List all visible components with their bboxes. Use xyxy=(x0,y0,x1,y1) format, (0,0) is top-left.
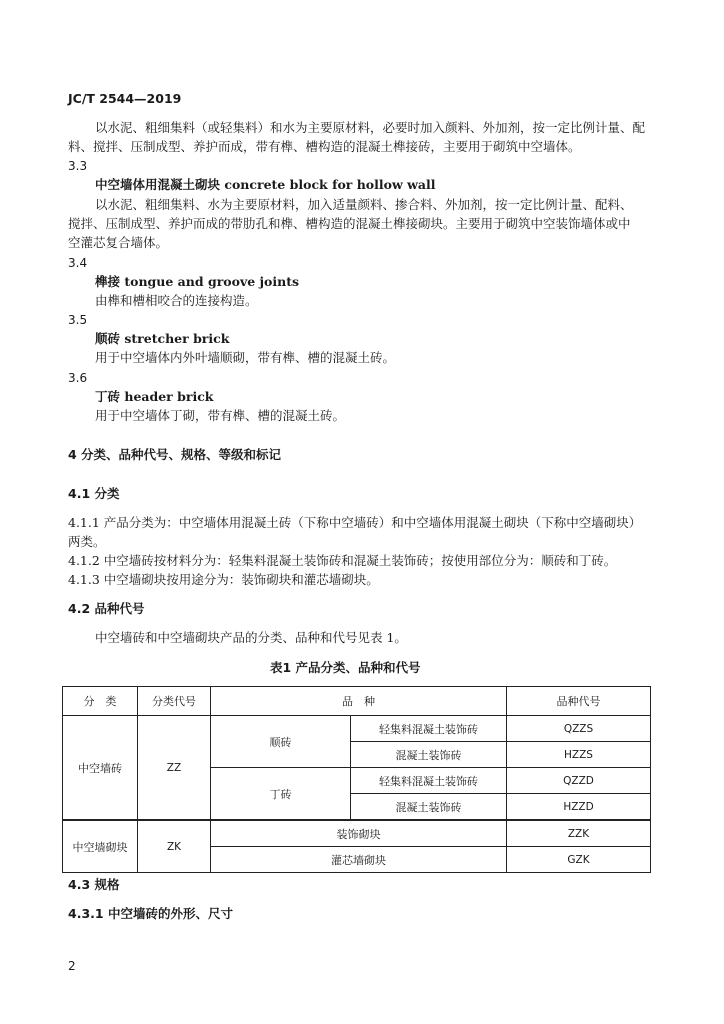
header-variety: 品 种 xyxy=(211,687,507,716)
variety-cell: 混凝土装饰砖 xyxy=(351,742,507,768)
sec-3-4-term: 榫接 tongue and groove joints xyxy=(95,274,300,289)
variety-code-cell: ZZK xyxy=(507,820,651,847)
sec-3-3-term: 中空墙体用混凝土砌块 concrete block for hollow wall xyxy=(95,177,436,192)
table-title: 表1 产品分类、品种和代号 xyxy=(270,660,421,675)
standard-code: JC/T 2544—2019 xyxy=(68,91,182,106)
variety-code-cell: HZZD xyxy=(507,794,651,821)
product-classification-table xyxy=(62,686,651,873)
variety-code-cell: HZZS xyxy=(507,742,651,768)
sec-3-5-line-1: 用于中空墙体内外叶墙顺砌，带有榫、槽的混凝土砖。 xyxy=(95,350,396,365)
variety-cell: 轻集料混凝土装饰砖 xyxy=(351,768,507,794)
sec-3-4-line-1: 由榫和槽相咬合的连接构造。 xyxy=(95,293,258,308)
sec-3-2-line-1: 以水泥、粗细集料（或轻集料）和水为主要原材料，必要时加入颜料、外加剂，按一定比例计量、配 xyxy=(95,120,646,135)
table-row xyxy=(63,820,651,847)
sec-4-1-1-line-2: 两类。 xyxy=(68,534,106,549)
table-header-row xyxy=(63,687,651,716)
sec-3-2-line-2: 料、搅拌、压制成型、养护而成，带有榫、槽构造的混凝土榫接砖，主要用于砌筑中空墙体。 xyxy=(68,139,581,154)
variety-cell: 灌芯墙砌块 xyxy=(211,847,507,873)
sec-4-3-1-heading: 4.3.1 中空墙砖的外形、尺寸 xyxy=(68,906,233,921)
variety-code-cell: GZK xyxy=(507,847,651,873)
header-brick-cell: 丁砖 xyxy=(211,768,351,821)
block-code-cell: ZK xyxy=(138,820,211,873)
stretcher-brick-cell: 顺砖 xyxy=(211,716,351,768)
sec-4-1-3: 4.1.3 中空墙砌块按用途分为：装饰砌块和灌芯墙砌块。 xyxy=(68,572,379,587)
variety-code-cell: QZZD xyxy=(507,768,651,794)
sec-4-2-heading: 4.2 品种代号 xyxy=(68,601,145,616)
sec-4-1-2: 4.1.2 中空墙砖按材料分为：轻集料混凝土装饰砖和混凝土装饰砖；按使用部位分为：顺砖和丁砖。 xyxy=(68,553,617,568)
sec-3-5-term: 顺砖 stretcher brick xyxy=(95,331,230,346)
variety-cell: 轻集料混凝土装饰砖 xyxy=(351,716,507,742)
header-variety-code: 品种代号 xyxy=(507,687,651,716)
block-category-cell: 中空墙砌块 xyxy=(63,820,138,873)
table-row xyxy=(63,716,651,742)
sec-3-3-line-2: 搅拌、压制成型、养护而成的带肋孔和榫、槽构造的混凝土榫接砌块。主要用于砌筑中空装饰墙体或中 xyxy=(68,216,631,231)
sec-4-3-heading: 4.3 规格 xyxy=(68,877,120,892)
sec-3-4-number: 3.4 xyxy=(68,256,88,270)
sec-3-3-line-3: 空灌芯复合墙体。 xyxy=(68,235,169,250)
sec-3-6-term: 丁砖 header brick xyxy=(95,389,214,404)
sec-4-2-body: 中空墙砖和中空墙砌块产品的分类、品种和代号见表 1。 xyxy=(95,630,407,645)
page-number: 2 xyxy=(68,959,76,973)
sec-3-6-number: 3.6 xyxy=(68,371,88,385)
sec-3-5-number: 3.5 xyxy=(68,313,88,327)
sec-3-3-number: 3.3 xyxy=(68,159,88,173)
header-category-code: 分类代号 xyxy=(138,687,211,716)
sec-4-1-heading: 4.1 分类 xyxy=(68,486,120,501)
sec-3-6-line-1: 用于中空墙体丁砌，带有榫、槽的混凝土砖。 xyxy=(95,408,346,423)
sec-4-heading: 4 分类、品种代号、规格、等级和标记 xyxy=(68,447,282,462)
sec-3-3-line-1: 以水泥、粗细集料、水为主要原材料，加入适量颜料、掺合料、外加剂，按一定比例计量、配料、 xyxy=(95,197,633,212)
variety-cell: 装饰砌块 xyxy=(211,820,507,847)
brick-category-cell: 中空墙砖 xyxy=(63,716,138,821)
header-category: 分 类 xyxy=(63,687,138,716)
brick-code-cell: ZZ xyxy=(138,716,211,821)
sec-4-1-1-line-1: 4.1.1 产品分类为：中空墙体用混凝土砖（下称中空墙砖）和中空墙体用混凝土砌块（下称中空墙砌块） xyxy=(68,515,642,530)
variety-code-cell: QZZS xyxy=(507,716,651,742)
variety-cell: 混凝土装饰砖 xyxy=(351,794,507,821)
